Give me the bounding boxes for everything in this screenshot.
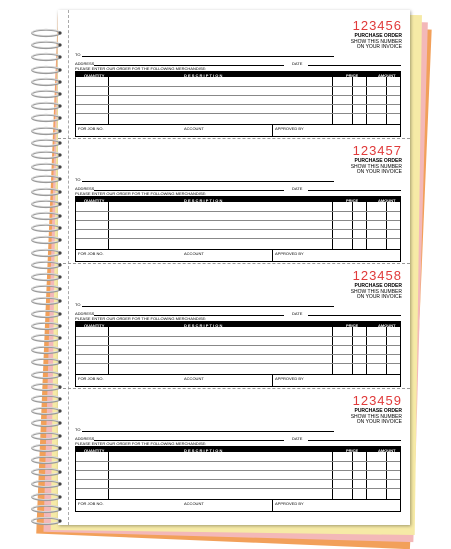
spiral-coil-icon bbox=[30, 431, 60, 440]
spiral-coil-icon bbox=[30, 272, 60, 281]
to-label: TO bbox=[75, 177, 81, 182]
spiral-coil-icon bbox=[30, 150, 60, 159]
description-header: D E S C R I P T I O N bbox=[184, 197, 223, 203]
job-number-label: FOR JOB NO. bbox=[78, 501, 104, 506]
footer-divider bbox=[272, 500, 273, 511]
spiral-coil-icon bbox=[30, 235, 60, 244]
po-title: PURCHASE ORDER bbox=[354, 408, 402, 414]
spiral-coil-icon bbox=[30, 516, 60, 525]
purchase-order-form bbox=[58, 143, 410, 267]
column-divider bbox=[366, 77, 367, 124]
spiral-coil-icon bbox=[30, 40, 60, 49]
spiral-coil-icon bbox=[30, 174, 60, 183]
column-divider bbox=[366, 327, 367, 374]
price-header: PRICE bbox=[346, 322, 359, 328]
account-label: ACCOUNT bbox=[184, 376, 204, 381]
spiral-coil-icon bbox=[30, 321, 60, 330]
po-number: 123458 bbox=[352, 268, 402, 283]
row-divider bbox=[76, 86, 400, 87]
row-divider bbox=[76, 95, 400, 96]
po-number: 123456 bbox=[352, 18, 402, 33]
column-divider bbox=[366, 452, 367, 499]
po-number: 123457 bbox=[352, 143, 402, 158]
date-field[interactable] bbox=[308, 440, 401, 441]
date-label: DATE bbox=[292, 436, 303, 441]
row-divider bbox=[76, 229, 400, 230]
row-divider bbox=[76, 220, 400, 221]
quantity-header: QUANTITY bbox=[84, 197, 105, 203]
column-divider bbox=[352, 77, 353, 124]
to-label: TO bbox=[75, 302, 81, 307]
approved-by-label: APPROVED BY bbox=[275, 376, 304, 381]
spiral-coil-icon bbox=[30, 28, 60, 37]
spiral-coil-icon bbox=[30, 394, 60, 403]
po-subtitle: SHOW THIS NUMBER bbox=[350, 164, 402, 170]
instruction-text: PLEASE ENTER OUR ORDER FOR THE FOLLOWING MERCHANDISE: bbox=[75, 66, 207, 71]
to-label: TO bbox=[75, 52, 81, 57]
purchase-order-form bbox=[58, 18, 410, 142]
row-divider bbox=[76, 113, 400, 114]
spiral-coil-icon bbox=[30, 455, 60, 464]
job-number-label: FOR JOB NO. bbox=[78, 376, 104, 381]
po-subtitle: SHOW THIS NUMBER bbox=[350, 414, 402, 420]
amount-header: AMOUNT bbox=[378, 447, 396, 453]
order-footer bbox=[75, 375, 401, 387]
row-divider bbox=[76, 345, 400, 346]
approved-by-label: APPROVED BY bbox=[275, 251, 304, 256]
instruction-text: PLEASE ENTER OUR ORDER FOR THE FOLLOWING MERCHANDISE: bbox=[75, 316, 207, 321]
spiral-coil-icon bbox=[30, 223, 60, 232]
to-field[interactable] bbox=[82, 431, 334, 432]
column-divider bbox=[332, 202, 333, 249]
instruction-text: PLEASE ENTER OUR ORDER FOR THE FOLLOWING MERCHANDISE: bbox=[75, 441, 207, 446]
column-divider bbox=[108, 77, 109, 124]
spiral-coil-icon bbox=[30, 113, 60, 122]
row-divider bbox=[76, 470, 400, 471]
po-title: PURCHASE ORDER bbox=[354, 283, 402, 289]
column-divider bbox=[108, 202, 109, 249]
order-table bbox=[75, 321, 401, 375]
spiral-coil-icon bbox=[30, 467, 60, 476]
account-label: ACCOUNT bbox=[184, 126, 204, 131]
row-divider bbox=[76, 211, 400, 212]
spiral-coil-icon bbox=[30, 199, 60, 208]
purchase-order-form bbox=[58, 393, 410, 517]
footer-divider bbox=[272, 125, 273, 136]
spiral-coil-icon bbox=[30, 492, 60, 501]
order-table bbox=[75, 196, 401, 250]
footer-divider bbox=[272, 250, 273, 261]
spiral-coil-icon bbox=[30, 211, 60, 220]
po-subtitle: ON YOUR INVOICE bbox=[356, 294, 402, 300]
quantity-header: QUANTITY bbox=[84, 447, 105, 453]
order-footer bbox=[75, 500, 401, 512]
spiral-coil-icon bbox=[30, 89, 60, 98]
column-divider bbox=[386, 77, 387, 124]
amount-header: AMOUNT bbox=[378, 72, 396, 78]
account-label: ACCOUNT bbox=[184, 501, 204, 506]
spiral-coil-icon bbox=[30, 284, 60, 293]
spiral-coil-icon bbox=[30, 77, 60, 86]
footer-divider bbox=[272, 375, 273, 386]
po-subtitle: SHOW THIS NUMBER bbox=[350, 39, 402, 45]
po-subtitle: ON YOUR INVOICE bbox=[356, 169, 402, 175]
row-divider bbox=[76, 479, 400, 480]
spiral-coil-icon bbox=[30, 138, 60, 147]
column-divider bbox=[332, 77, 333, 124]
spiral-coil-icon bbox=[30, 101, 60, 110]
address-label: ADDRESS bbox=[75, 61, 95, 66]
row-divider bbox=[76, 488, 400, 489]
date-field[interactable] bbox=[308, 315, 401, 316]
quantity-header: QUANTITY bbox=[84, 72, 105, 78]
row-divider bbox=[76, 363, 400, 364]
price-header: PRICE bbox=[346, 197, 359, 203]
po-subtitle: ON YOUR INVOICE bbox=[356, 419, 402, 425]
to-label: TO bbox=[75, 427, 81, 432]
spiral-coil-icon bbox=[30, 296, 60, 305]
spiral-coil-icon bbox=[30, 260, 60, 269]
spiral-coil-icon bbox=[30, 418, 60, 427]
price-header: PRICE bbox=[346, 72, 359, 78]
date-label: DATE bbox=[292, 61, 303, 66]
order-table bbox=[75, 446, 401, 500]
to-field[interactable] bbox=[82, 56, 334, 57]
spiral-coil-icon bbox=[30, 333, 60, 342]
column-divider bbox=[332, 452, 333, 499]
po-subtitle: SHOW THIS NUMBER bbox=[350, 289, 402, 295]
description-header: D E S C R I P T I O N bbox=[184, 447, 223, 453]
spiral-coil-icon bbox=[30, 406, 60, 415]
column-divider bbox=[386, 202, 387, 249]
date-field[interactable] bbox=[308, 65, 401, 66]
to-field[interactable] bbox=[82, 181, 334, 182]
po-title: PURCHASE ORDER bbox=[354, 158, 402, 164]
column-divider bbox=[108, 327, 109, 374]
column-divider bbox=[352, 452, 353, 499]
amount-header: AMOUNT bbox=[378, 197, 396, 203]
column-divider bbox=[108, 452, 109, 499]
spiral-coil-icon bbox=[30, 187, 60, 196]
column-divider bbox=[332, 327, 333, 374]
amount-header: AMOUNT bbox=[378, 322, 396, 328]
order-footer bbox=[75, 125, 401, 137]
job-number-label: FOR JOB NO. bbox=[78, 126, 104, 131]
row-divider bbox=[76, 461, 400, 462]
row-divider bbox=[76, 104, 400, 105]
purchase-order-page bbox=[58, 10, 410, 525]
price-header: PRICE bbox=[346, 447, 359, 453]
spiral-coil-icon bbox=[30, 370, 60, 379]
spiral-coil-icon bbox=[30, 443, 60, 452]
to-field[interactable] bbox=[82, 306, 334, 307]
spiral-coil-icon bbox=[30, 504, 60, 513]
column-divider bbox=[366, 202, 367, 249]
column-divider bbox=[352, 327, 353, 374]
quantity-header: QUANTITY bbox=[84, 322, 105, 328]
spiral-coil-icon bbox=[30, 357, 60, 366]
job-number-label: FOR JOB NO. bbox=[78, 251, 104, 256]
po-number: 123459 bbox=[352, 393, 402, 408]
po-title: PURCHASE ORDER bbox=[354, 33, 402, 39]
spiral-coil-icon bbox=[30, 126, 60, 135]
address-label: ADDRESS bbox=[75, 311, 95, 316]
date-field[interactable] bbox=[308, 190, 401, 191]
date-label: DATE bbox=[292, 186, 303, 191]
column-divider bbox=[386, 452, 387, 499]
column-divider bbox=[386, 327, 387, 374]
description-header: D E S C R I P T I O N bbox=[184, 72, 223, 78]
spiral-coil-icon bbox=[30, 345, 60, 354]
spiral-coil-icon bbox=[30, 479, 60, 488]
approved-by-label: APPROVED BY bbox=[275, 126, 304, 131]
spiral-coil-icon bbox=[30, 248, 60, 257]
order-table bbox=[75, 71, 401, 125]
date-label: DATE bbox=[292, 311, 303, 316]
po-subtitle: ON YOUR INVOICE bbox=[356, 44, 402, 50]
address-label: ADDRESS bbox=[75, 436, 95, 441]
column-divider bbox=[352, 202, 353, 249]
spiral-coil-icon bbox=[30, 52, 60, 61]
address-label: ADDRESS bbox=[75, 186, 95, 191]
account-label: ACCOUNT bbox=[184, 251, 204, 256]
instruction-text: PLEASE ENTER OUR ORDER FOR THE FOLLOWING MERCHANDISE: bbox=[75, 191, 207, 196]
spiral-coil-icon bbox=[30, 65, 60, 74]
spiral-coil-icon bbox=[30, 162, 60, 171]
purchase-order-form bbox=[58, 268, 410, 392]
spiral-coil-icon bbox=[30, 309, 60, 318]
description-header: D E S C R I P T I O N bbox=[184, 322, 223, 328]
row-divider bbox=[76, 238, 400, 239]
row-divider bbox=[76, 336, 400, 337]
spiral-coil-icon bbox=[30, 382, 60, 391]
row-divider bbox=[76, 354, 400, 355]
approved-by-label: APPROVED BY bbox=[275, 501, 304, 506]
order-footer bbox=[75, 250, 401, 262]
